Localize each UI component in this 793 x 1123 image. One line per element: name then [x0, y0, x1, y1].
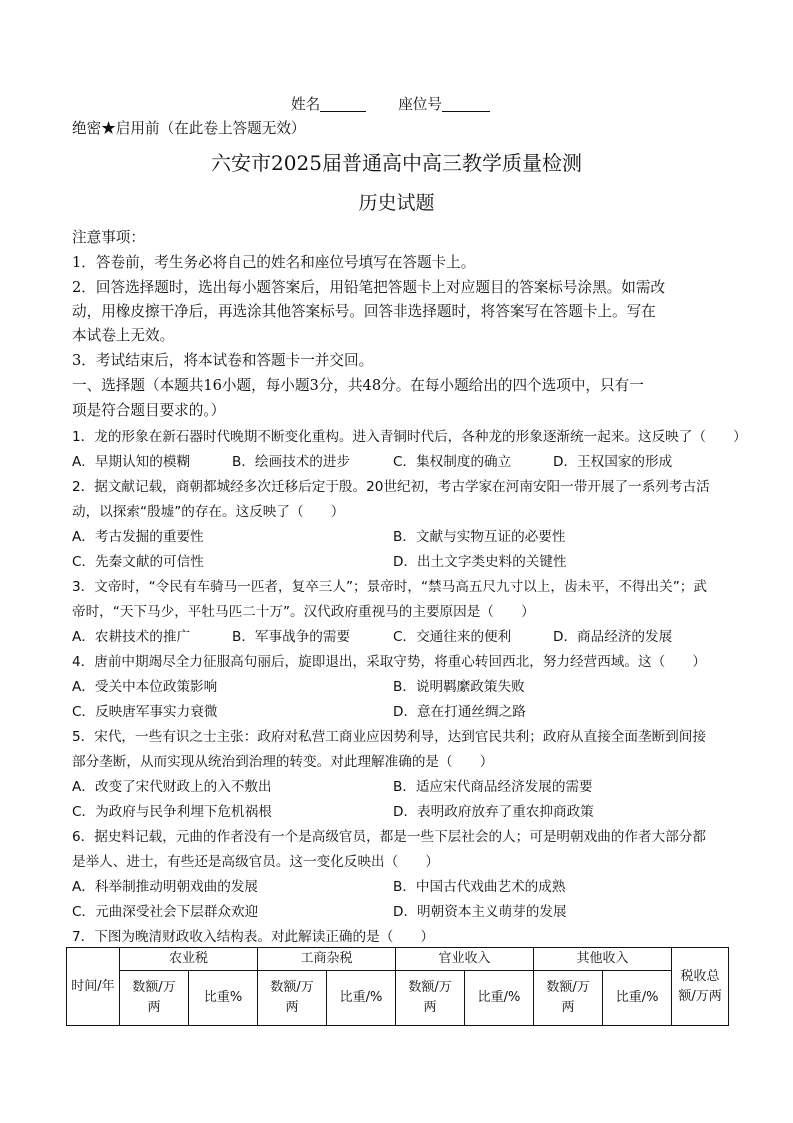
option-a: A．科举制推动明朝戏曲的发展: [72, 879, 259, 895]
name-seat-line: [291, 95, 490, 115]
notice-item: 本试卷上无效。: [72, 327, 175, 344]
secret-notice: 绝密★启用前（在此卷上答题无效）: [72, 120, 306, 137]
question-stem-cont: 帝时，“天下马少，平牡马匹二十万”。汉代政府重视马的主要原因是（ ）: [72, 604, 535, 620]
question-stem: 3．文帝时，“令民有车骑马一匹者，复卒三人”；景帝时，“禁马高五尺九寸以上，齿未平，不得出关”；武: [72, 579, 707, 595]
question-stem: 5．宋代，一些有识之士主张：政府对私营工商业应因势利导，达到官民共利；政府从直接全面垄断到间接: [72, 729, 706, 745]
finance-table: [66, 947, 729, 1026]
option-c: C．集权制度的确立: [393, 454, 512, 470]
ratio-header: 比重%: [189, 971, 258, 1026]
notice-item: 1．答卷前，考生务必将自己的姓名和座位号填写在答题卡上。: [72, 254, 476, 271]
option-b: B．适应宋代商品经济发展的需要: [393, 779, 593, 795]
question-stem: 4．唐前中期竭尽全力征服高句丽后，旋即退出，采取守势，将重心转回西北，努力经营西域。这（ ）: [72, 654, 706, 670]
option-a: A．农耕技术的推广: [72, 629, 191, 645]
option-c: C．为政府与民争利埋下危机祸根: [72, 804, 272, 820]
amount-header: 数额/万两: [120, 971, 189, 1026]
question-stem: 1．龙的形象在新石器时代晚期不断变化重构。进入青铜时代后，各种龙的形象逐渐统一起来。这反映了（ ）: [72, 429, 747, 445]
option-a: A．考古发掘的重要性: [72, 529, 204, 545]
group-header-other: 其他收入: [534, 948, 672, 971]
option-d: D．明朝资本主义萌芽的发展: [393, 904, 567, 920]
ratio-header: 比重/%: [603, 971, 672, 1026]
option-d: D．表明政府放弃了重农抑商政策: [393, 804, 594, 820]
group-header-official: 官业收入: [396, 948, 534, 971]
question-stem: 6．据史料记载，元曲的作者没有一个是高级官员，都是一些下层社会的人；可是明朝戏曲的作者大部分都: [72, 829, 706, 845]
notice-item: 动，用橡皮擦干净后，再选涂其他答案标号。回答非选择题时，将答案写在答题卡上。写在: [72, 303, 656, 320]
group-header-commerce: 工商杂税: [258, 948, 396, 971]
option-c: C．交通往来的便利: [393, 629, 512, 645]
option-b: B．绘画技术的进步: [232, 454, 351, 470]
question-stem-cont: 部分垄断，从而实现从统治到治理的转变。对此理解准确的是（ ）: [72, 754, 494, 770]
option-d: D．王权国家的形成: [553, 454, 673, 470]
question-stem-cont: 动，以探索“殷墟”的存在。这反映了（ ）: [72, 504, 345, 520]
ratio-header: 比重/%: [327, 971, 396, 1026]
notice-heading: 注意事项：: [72, 229, 145, 246]
amount-header: 数额/万两: [396, 971, 465, 1026]
option-d: D．商品经济的发展: [553, 629, 673, 645]
option-c: C．先秦文献的可信性: [72, 554, 204, 570]
option-d: D．意在打通丝绸之路: [393, 704, 526, 720]
question-stem-cont: 是举人、进士，有些还是高级官员。这一变化反映出（ ）: [72, 854, 440, 870]
group-header-agri: 农业税: [120, 948, 258, 971]
exam-subtitle: 历史试题: [358, 192, 435, 214]
option-b: B．军事战争的需要: [232, 629, 351, 645]
option-a: A．早期认知的模糊: [72, 454, 191, 470]
option-b: B．中国古代戏曲艺术的成熟: [393, 879, 566, 895]
option-d: D．出土文字类史料的关键性: [393, 554, 567, 570]
option-b: B．文献与实物互证的必要性: [393, 529, 566, 545]
option-a: A．改变了宋代财政上的入不敷出: [72, 779, 272, 795]
notice-item: 2．回答选择题时，选出每小题答案后，用铅笔把答题卡上对应题目的答案标号涂黑。如需改: [72, 279, 666, 296]
option-b: B．说明羁縻政策失败: [393, 679, 525, 695]
name-blank: [320, 96, 366, 112]
section-heading-cont: 项是符合题目要求的。）: [72, 402, 226, 419]
seat-blank: [442, 96, 490, 112]
name-label: 姓名: [291, 96, 321, 113]
question-stem: 7．下图为晚清财政收入结构表。对此解读正确的是（ ）: [72, 929, 435, 945]
ratio-header: 比重/%: [465, 971, 534, 1026]
amount-header: 数额/万两: [258, 971, 327, 1026]
option-c: C．反映唐军事实力衰微: [72, 704, 218, 720]
amount-header: 数额/万两: [534, 971, 603, 1026]
option-a: A．受关中本位政策影响: [72, 679, 218, 695]
option-c: C．元曲深受社会下层群众欢迎: [72, 904, 259, 920]
section-heading: 一、选择题（本题共16小题，每小题3分，共48分。在每小题给出的四个选项中，只有一: [72, 377, 644, 394]
total-header: 税收总额/万两: [672, 948, 729, 1026]
time-header: 时间/年: [67, 948, 120, 1026]
question-stem: 2．据文献记载，商朝都城经多次迁移后定于殷。20世纪初，考古学家在河南安阳一带开展了一系列考古活: [72, 479, 710, 495]
notice-item: 3．考试结束后，将本试卷和答题卡一并交回。: [72, 352, 374, 369]
seat-label: 座位号: [398, 96, 442, 113]
exam-title: 六安市2025届普通高中高三教学质量检测: [211, 151, 582, 175]
